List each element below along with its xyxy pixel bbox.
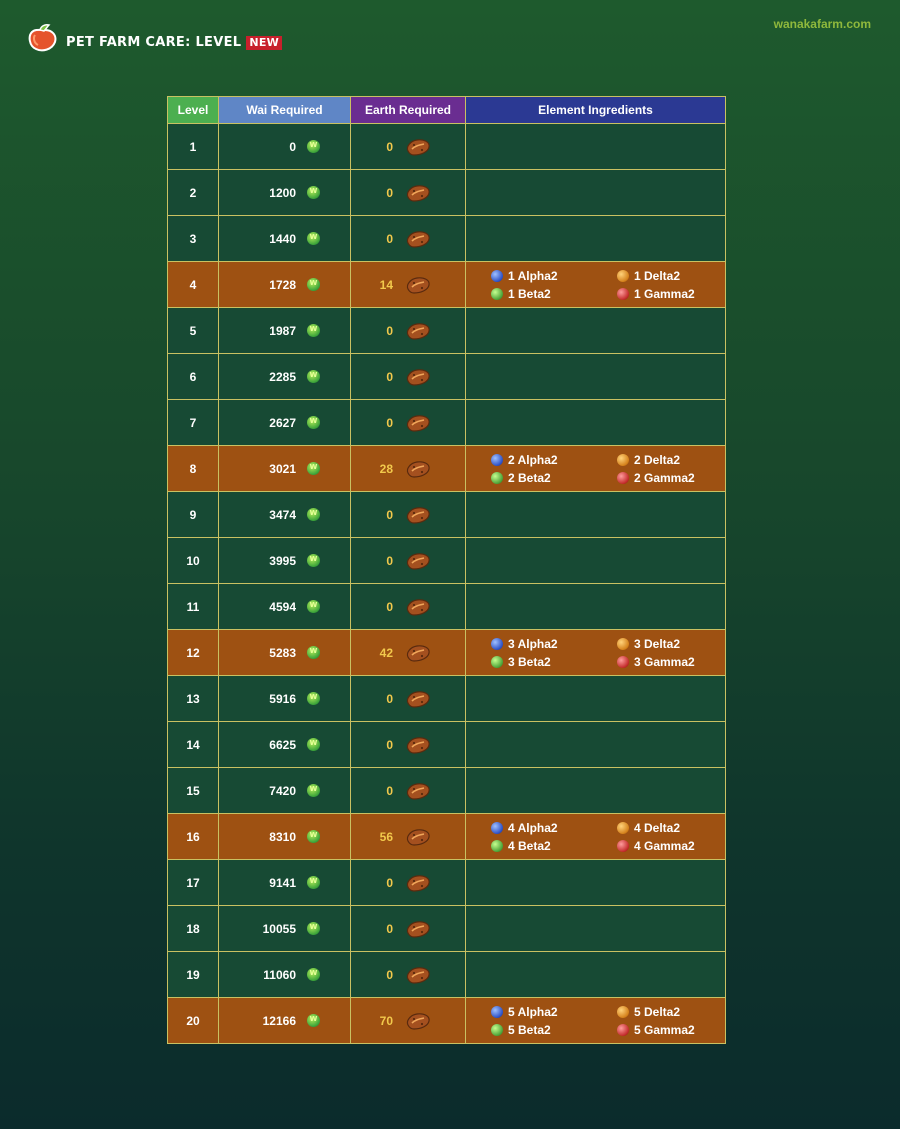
earth-cell — [351, 170, 466, 216]
ingredients-cell — [466, 400, 726, 446]
level-cell: 20 — [168, 998, 219, 1044]
ingredient-label: 5 Alpha2 — [508, 1004, 558, 1019]
level-cell: 15 — [168, 768, 219, 814]
earth-potato-icon — [405, 735, 431, 755]
earth-potato-icon — [405, 1011, 431, 1031]
wai-value: 1200 — [269, 185, 296, 200]
earth-value: 0 — [386, 323, 393, 338]
ingredient-delta — [617, 453, 743, 467]
ingredient-delta — [617, 269, 743, 283]
table-row — [168, 538, 726, 584]
wai-value: 7420 — [269, 783, 296, 798]
earth-potato-icon — [405, 827, 431, 847]
level-cell: 12 — [168, 630, 219, 676]
earth-cell — [351, 538, 466, 584]
ingredients-cell — [466, 538, 726, 584]
wai-cell — [219, 354, 351, 400]
earth-value: 56 — [379, 829, 393, 844]
level-cell: 18 — [168, 906, 219, 952]
table-row — [168, 998, 726, 1044]
gamma2-element-icon — [617, 472, 629, 484]
earth-value: 0 — [386, 691, 393, 706]
beta2-element-icon — [491, 472, 503, 484]
table-row — [168, 492, 726, 538]
ingredient-label: 3 Delta2 — [634, 636, 681, 651]
gamma2-element-icon — [617, 288, 629, 300]
wai-cell — [219, 630, 351, 676]
page-title — [66, 35, 282, 50]
earth-cell — [351, 124, 466, 170]
ingredients-cell — [466, 952, 726, 998]
ingredient-gamma — [617, 287, 743, 301]
earth-potato-icon — [405, 367, 431, 387]
wai-coin-icon — [307, 324, 320, 337]
table-row — [168, 308, 726, 354]
header-level: Level — [168, 97, 219, 124]
wai-value: 11060 — [263, 967, 296, 982]
ingredient-beta — [491, 655, 617, 669]
level-cell: 4 — [168, 262, 219, 308]
wai-value: 4594 — [269, 599, 296, 614]
table-row — [168, 354, 726, 400]
pet-level-table — [167, 96, 726, 1044]
level-cell: 8 — [168, 446, 219, 492]
ingredient-delta — [617, 821, 743, 835]
wai-value: 3995 — [269, 553, 296, 568]
site-link[interactable]: wanakafarm.com — [773, 17, 871, 31]
table-row — [168, 262, 726, 308]
wai-value: 9141 — [269, 875, 296, 890]
gamma2-element-icon — [617, 840, 629, 852]
beta2-element-icon — [491, 1024, 503, 1036]
earth-value: 0 — [386, 783, 393, 798]
earth-potato-icon — [405, 781, 431, 801]
new-badge: NEW — [246, 36, 282, 50]
earth-cell — [351, 584, 466, 630]
level-cell: 6 — [168, 354, 219, 400]
ingredient-alpha — [491, 637, 617, 651]
earth-potato-icon — [405, 321, 431, 341]
level-cell: 7 — [168, 400, 219, 446]
wai-coin-icon — [307, 876, 320, 889]
earth-value: 0 — [386, 415, 393, 430]
ingredient-label: 1 Beta2 — [508, 286, 551, 301]
earth-potato-icon — [405, 689, 431, 709]
beta2-element-icon — [491, 656, 503, 668]
ingredients-cell — [466, 354, 726, 400]
ingredient-gamma — [617, 1023, 743, 1037]
wai-coin-icon — [307, 1014, 320, 1027]
wai-cell — [219, 584, 351, 630]
ingredients-cell — [466, 814, 726, 860]
alpha2-element-icon — [491, 638, 503, 650]
earth-potato-icon — [405, 413, 431, 433]
ingredient-beta — [491, 287, 617, 301]
wai-coin-icon — [307, 416, 320, 429]
wai-value: 3021 — [269, 461, 296, 476]
wai-cell — [219, 170, 351, 216]
wai-value: 8310 — [269, 829, 296, 844]
ingredients-cell — [466, 906, 726, 952]
ingredients-cell — [466, 722, 726, 768]
page-title-text: PET FARM CARE: LEVEL — [66, 35, 242, 50]
wai-value: 12166 — [262, 1013, 296, 1028]
earth-potato-icon — [405, 643, 431, 663]
wai-coin-icon — [307, 922, 320, 935]
wai-value: 6625 — [269, 737, 296, 752]
ingredient-label: 2 Gamma2 — [634, 470, 695, 485]
earth-cell — [351, 308, 466, 354]
wai-coin-icon — [307, 278, 320, 291]
table-row — [168, 584, 726, 630]
earth-potato-icon — [405, 183, 431, 203]
wai-coin-icon — [307, 600, 320, 613]
wai-cell — [219, 446, 351, 492]
header-element-ingredients: Element Ingredients — [466, 97, 726, 124]
wai-value: 5916 — [269, 691, 296, 706]
gamma2-element-icon — [617, 656, 629, 668]
earth-cell — [351, 906, 466, 952]
ingredients-cell — [466, 262, 726, 308]
wai-value: 1440 — [269, 231, 296, 246]
wai-cell — [219, 308, 351, 354]
ingredient-delta — [617, 637, 743, 651]
ingredient-alpha — [491, 453, 617, 467]
table-row — [168, 124, 726, 170]
ingredient-label: 4 Delta2 — [634, 820, 681, 835]
header-earth-required: Earth Required — [351, 97, 466, 124]
ingredient-label: 3 Beta2 — [508, 654, 551, 669]
earth-potato-icon — [405, 137, 431, 157]
table-row — [168, 170, 726, 216]
wai-coin-icon — [307, 462, 320, 475]
earth-potato-icon — [405, 275, 431, 295]
earth-cell — [351, 354, 466, 400]
wai-value: 2285 — [269, 369, 296, 384]
ingredient-gamma — [617, 655, 743, 669]
earth-value: 0 — [386, 737, 393, 752]
wai-cell — [219, 768, 351, 814]
level-cell: 3 — [168, 216, 219, 262]
wai-coin-icon — [307, 784, 320, 797]
ingredient-label: 5 Gamma2 — [634, 1022, 695, 1037]
ingredients-cell — [466, 446, 726, 492]
alpha2-element-icon — [491, 454, 503, 466]
ingredient-alpha — [491, 1005, 617, 1019]
beta2-element-icon — [491, 288, 503, 300]
earth-value: 0 — [386, 185, 393, 200]
earth-potato-icon — [405, 229, 431, 249]
earth-value: 0 — [386, 921, 393, 936]
wai-cell — [219, 216, 351, 262]
wai-coin-icon — [307, 968, 320, 981]
wai-coin-icon — [307, 232, 320, 245]
earth-cell — [351, 952, 466, 998]
earth-value: 0 — [386, 139, 393, 154]
earth-cell — [351, 814, 466, 860]
level-cell: 13 — [168, 676, 219, 722]
level-cell: 14 — [168, 722, 219, 768]
wai-cell — [219, 722, 351, 768]
level-cell: 9 — [168, 492, 219, 538]
ingredient-beta — [491, 1023, 617, 1037]
ingredient-label: 1 Gamma2 — [634, 286, 695, 301]
earth-cell — [351, 676, 466, 722]
wai-cell — [219, 124, 351, 170]
earth-value: 14 — [379, 277, 393, 292]
ingredient-label: 3 Gamma2 — [634, 654, 695, 669]
earth-potato-icon — [405, 459, 431, 479]
ingredients-cell — [466, 860, 726, 906]
wai-coin-icon — [307, 830, 320, 843]
table-row — [168, 216, 726, 262]
wai-coin-icon — [307, 140, 320, 153]
earth-value: 28 — [379, 461, 393, 476]
earth-value: 0 — [386, 967, 393, 982]
ingredient-label: 4 Beta2 — [508, 838, 551, 853]
wai-value: 2627 — [269, 415, 296, 430]
earth-cell — [351, 768, 466, 814]
level-cell: 11 — [168, 584, 219, 630]
ingredient-label: 3 Alpha2 — [508, 636, 558, 651]
earth-cell — [351, 860, 466, 906]
ingredients-cell — [466, 308, 726, 354]
earth-value: 42 — [379, 645, 393, 660]
ingredients-cell — [466, 676, 726, 722]
delta2-element-icon — [617, 1006, 629, 1018]
level-cell: 2 — [168, 170, 219, 216]
level-cell: 19 — [168, 952, 219, 998]
wai-cell — [219, 860, 351, 906]
ingredients-cell — [466, 630, 726, 676]
level-cell: 1 — [168, 124, 219, 170]
earth-cell — [351, 722, 466, 768]
wai-cell — [219, 538, 351, 584]
wai-cell — [219, 814, 351, 860]
wai-cell — [219, 262, 351, 308]
ingredients-cell — [466, 216, 726, 262]
table-row — [168, 722, 726, 768]
wai-value: 5283 — [269, 645, 296, 660]
earth-potato-icon — [405, 965, 431, 985]
wai-coin-icon — [307, 646, 320, 659]
table-row — [168, 860, 726, 906]
earth-value: 0 — [386, 507, 393, 522]
level-cell: 17 — [168, 860, 219, 906]
earth-cell — [351, 216, 466, 262]
ingredient-alpha — [491, 821, 617, 835]
ingredient-label: 4 Alpha2 — [508, 820, 558, 835]
table-body — [168, 124, 726, 1044]
earth-potato-icon — [405, 505, 431, 525]
table-row — [168, 400, 726, 446]
earth-cell — [351, 998, 466, 1044]
table-row — [168, 814, 726, 860]
ingredients-cell — [466, 124, 726, 170]
wai-coin-icon — [307, 738, 320, 751]
alpha2-element-icon — [491, 270, 503, 282]
earth-cell — [351, 446, 466, 492]
ingredient-label: 1 Alpha2 — [508, 268, 558, 283]
wai-cell — [219, 906, 351, 952]
wai-cell — [219, 952, 351, 998]
wai-value: 0 — [289, 139, 296, 154]
alpha2-element-icon — [491, 822, 503, 834]
wai-coin-icon — [307, 508, 320, 521]
earth-value: 0 — [386, 231, 393, 246]
table-row — [168, 676, 726, 722]
ingredient-gamma — [617, 471, 743, 485]
earth-value: 0 — [386, 599, 393, 614]
wai-coin-icon — [307, 370, 320, 383]
beta2-element-icon — [491, 840, 503, 852]
table-row — [168, 906, 726, 952]
earth-potato-icon — [405, 597, 431, 617]
ingredient-label: 5 Beta2 — [508, 1022, 551, 1037]
ingredients-cell — [466, 768, 726, 814]
wai-coin-icon — [307, 692, 320, 705]
ingredients-cell — [466, 170, 726, 216]
earth-value: 70 — [379, 1013, 393, 1028]
ingredients-cell — [466, 998, 726, 1044]
wai-value: 1987 — [269, 323, 296, 338]
table-row — [168, 952, 726, 998]
delta2-element-icon — [617, 454, 629, 466]
table-header-row — [168, 97, 726, 124]
wai-value: 1728 — [269, 277, 296, 292]
wai-value: 10055 — [262, 921, 296, 936]
ingredients-cell — [466, 584, 726, 630]
table-row — [168, 446, 726, 492]
ingredient-label: 1 Delta2 — [634, 268, 681, 283]
earth-cell — [351, 630, 466, 676]
delta2-element-icon — [617, 638, 629, 650]
earth-value: 0 — [386, 875, 393, 890]
ingredient-label: 2 Alpha2 — [508, 452, 558, 467]
ingredients-cell — [466, 492, 726, 538]
earth-cell — [351, 262, 466, 308]
earth-value: 0 — [386, 369, 393, 384]
wai-value: 3474 — [269, 507, 296, 522]
ingredient-label: 2 Delta2 — [634, 452, 681, 467]
delta2-element-icon — [617, 270, 629, 282]
earth-potato-icon — [405, 873, 431, 893]
ingredient-alpha — [491, 269, 617, 283]
table-row — [168, 630, 726, 676]
ingredient-label: 2 Beta2 — [508, 470, 551, 485]
wai-coin-icon — [307, 554, 320, 567]
table-row — [168, 768, 726, 814]
header-wai-required: Wai Required — [219, 97, 351, 124]
ingredient-gamma — [617, 839, 743, 853]
wai-cell — [219, 998, 351, 1044]
earth-potato-icon — [405, 919, 431, 939]
wai-cell — [219, 676, 351, 722]
earth-cell — [351, 492, 466, 538]
ingredient-label: 5 Delta2 — [634, 1004, 681, 1019]
ingredient-beta — [491, 839, 617, 853]
alpha2-element-icon — [491, 1006, 503, 1018]
wai-cell — [219, 400, 351, 446]
ingredient-delta — [617, 1005, 743, 1019]
delta2-element-icon — [617, 822, 629, 834]
earth-value: 0 — [386, 553, 393, 568]
gamma2-element-icon — [617, 1024, 629, 1036]
wai-cell — [219, 492, 351, 538]
level-cell: 16 — [168, 814, 219, 860]
wai-coin-icon — [307, 186, 320, 199]
level-cell: 10 — [168, 538, 219, 584]
earth-cell — [351, 400, 466, 446]
earth-potato-icon — [405, 551, 431, 571]
ingredient-beta — [491, 471, 617, 485]
tomato-logo-icon — [26, 22, 58, 52]
level-cell: 5 — [168, 308, 219, 354]
ingredient-label: 4 Gamma2 — [634, 838, 695, 853]
